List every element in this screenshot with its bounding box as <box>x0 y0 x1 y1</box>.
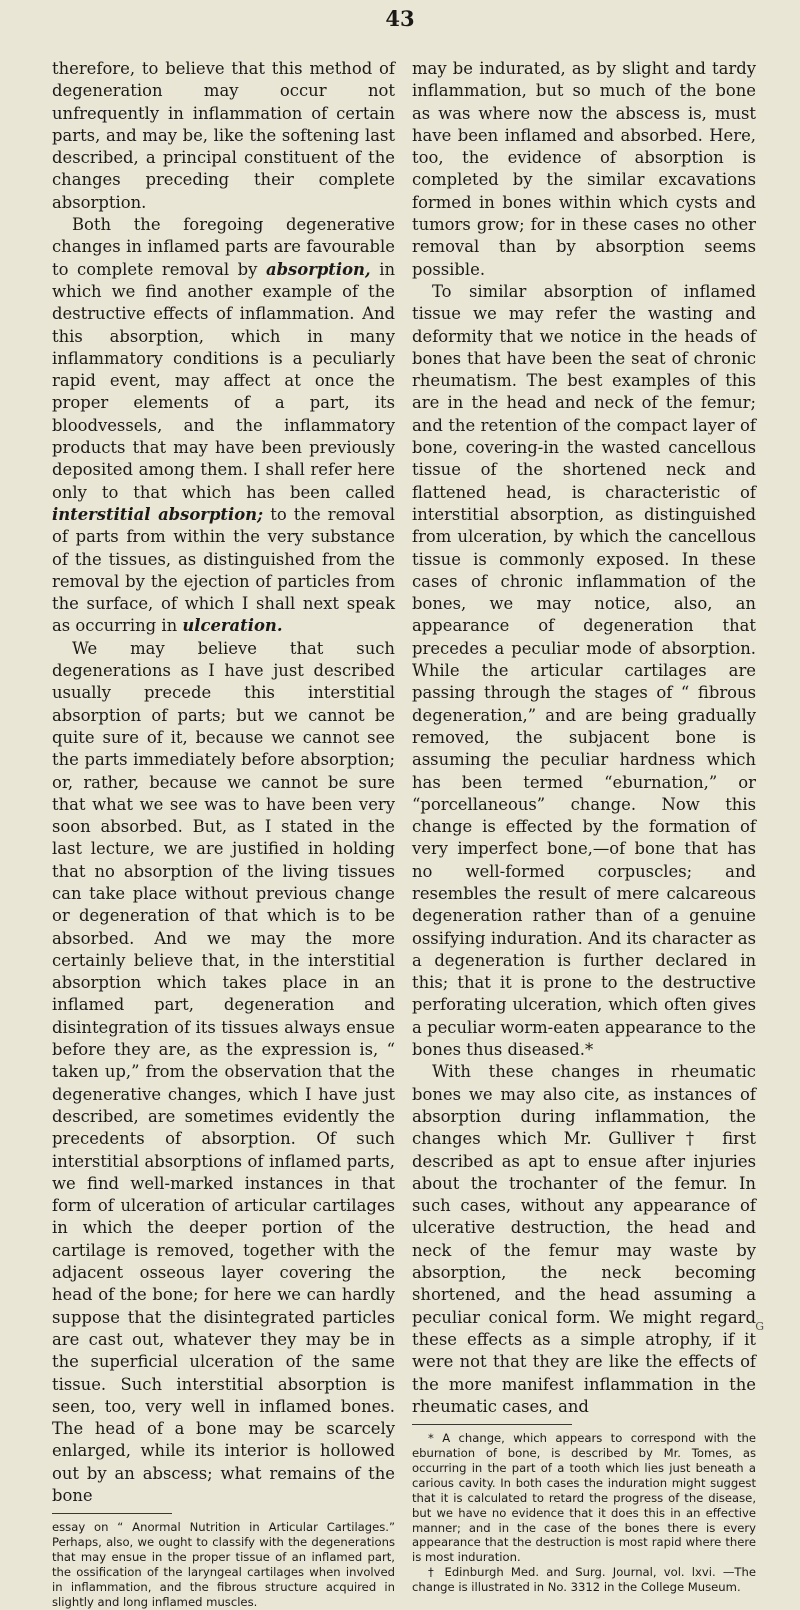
left-column <box>52 58 395 1610</box>
italic-term: absorption, <box>265 259 371 279</box>
printer-signature: G <box>755 1320 764 1333</box>
text-run: Both the foregoing degenerative changes in inflamed parts are favourable to complete removal by <box>52 215 395 279</box>
paragraph: therefore, to believe that this method of degeneration may occur not unfrequently in inflammation of certain parts, and may be, like the softening last described, a principal constituent of the changes preceding their complete absorption. <box>52 59 395 212</box>
footnote: essay on “ Anormal Nutrition in Articular Cartilages.” Perhaps, also, we ought to classify with the degenerations that may ensue in the proper tissue of an inflamed part, the ossification of the laryngeal cartilages when involved in inflammation, and the fibrous structure acquired in slightly and long inflamed muscles. <box>52 1520 395 1609</box>
italic-term: interstitial absorption; <box>52 504 264 524</box>
page-number: 43 <box>385 6 415 31</box>
paragraph: may be indurated, as by slight and tardy inflammation, but so much of the bone as was where now the abscess is, must have been inflamed and absorbed. Here, too, the evidence of absorption is completed by the similar excavations formed in bones within which cysts and tumors grow; for in these cases no other removal than by absorption seems possible. <box>412 59 756 279</box>
paragraph: We may believe that such degenerations as I have just described usually precede this interstitial absorption of parts; but we cannot be quite sure of it, because we cannot see the parts immediately before absorption; or, rather, because we cannot be sure that what we see was to have been very soon absorbed. But, as I stated in the last lecture, we are justified in holding that no absorption of the living tissues can take place without previous change or degeneration of that which is to be absorbed. And we may the more certainly believe that, in the interstitial absorption which takes place in an inflamed part, degeneration and disintegration of its tissues always ensue before they are, as the expression is, “ taken up,” from the observation that the degenerative changes, which I have just described, are sometimes evidently the precedents of absorption. Of such interstitial absorptions of inflamed parts, we find well-marked instances in that form of ulceration of articular cartilages in which the deeper portion of the cartilage is removed, together with the adjacent osseous layer covering the head of the bone; for here we can hardly suppose that the disintegrated particles are cast out, whatever they may be in the superficial ulceration of the same tissue. Such interstitial absorption is seen, too, very well in inflamed bones. The head of a bone may be scarcely enlarged, while its interior is hollowed out by an abscess; what remains of the bone <box>52 638 395 1505</box>
paragraph: With these changes in rheumatic bones we may also cite, as instances of absorption during inflammation, the changes which Mr. Gulliver† first described as apt to ensue after injuries about the trochanter of the femur. In such cases, without any appearance of ulcerative destruction, the head and neck of the femur may waste by absorption, the neck becoming shortened, and the head assuming a peculiar conical form. We might regard these effects as a simple atrophy, if it were not that they are like the effects of the more manifest inflammation in the rheumatic cases, and <box>412 1062 756 1416</box>
footnotes <box>52 1520 395 1609</box>
footnote: † Edinburgh Med. and Surg. Journal, vol. lxvi. —The change is illustrated in No. 3312 in the College Museum. <box>412 1565 756 1595</box>
footnote-divider <box>52 1513 172 1514</box>
text-run: in which we find another example of the destructive effects of inflammation. And this absorption, which in many inflammatory conditions is a peculiarly rapid event, may affect at once the proper elements of a part, its bloodvessels, and the inflammatory products that may have been previously deposited among them. I shall refer here only to that which has been called <box>52 259 396 502</box>
paragraph <box>52 214 395 638</box>
text-run: to the removal of parts from within the very substance of the tissues, as distinguished from the removal by the ejection of particles from the surface, of which I shall next speak as occurring in <box>52 504 395 636</box>
right-column <box>412 58 756 1595</box>
italic-term: ulceration. <box>182 616 283 636</box>
footnotes <box>412 1431 756 1595</box>
footnote-divider <box>412 1424 572 1425</box>
paragraph: To similar absorption of inflamed tissue we may refer the wasting and deformity that we notice in the heads of bones that have been the seat of chronic rheumatism. The best examples of this are in the head and neck of the femur; and the retention of the compact layer of bone, covering-in the wasted cancellous tissue of the shortened neck and flattened head, is characteristic of interstitial absorption, as distinguished from ulceration, by which the cancellous tissue is commonly exposed. In these cases of chronic inflammation of the bones, we may notice, also, an appearance of degeneration that precedes a peculiar mode of absorption. While the articular cartilages are passing through the stages of “ fibrous degeneration,” and are being gradually removed, the subjacent bone is assuming the peculiar hardness which has been termed “eburnation,” or “porcellaneous” change. Now this change is effected by the formation of very imperfect bone,—of bone that has no well-formed corpuscles; and resembles the result of mere calcareous degeneration rather than of a genuine ossifying induration. And its character as a degeneration is further declared in this; that it is prone to the destructive perforating ulceration, which often gives a peculiar worm-eaten appearance to the bones thus diseased.* <box>412 281 756 1060</box>
footnote: * A change, which appears to correspond with the eburnation of bone, is described by Mr. Tomes, as occurring in the part of a tooth which lies just beneath a carious cavity. In both cases the induration might suggest that it is calculated to retard the progress of the disease, but we have no evidence that it does this in an effective manner; and in the case of the bones there is every appearance that the destruction is most rapid where there is most induration. <box>412 1431 756 1565</box>
